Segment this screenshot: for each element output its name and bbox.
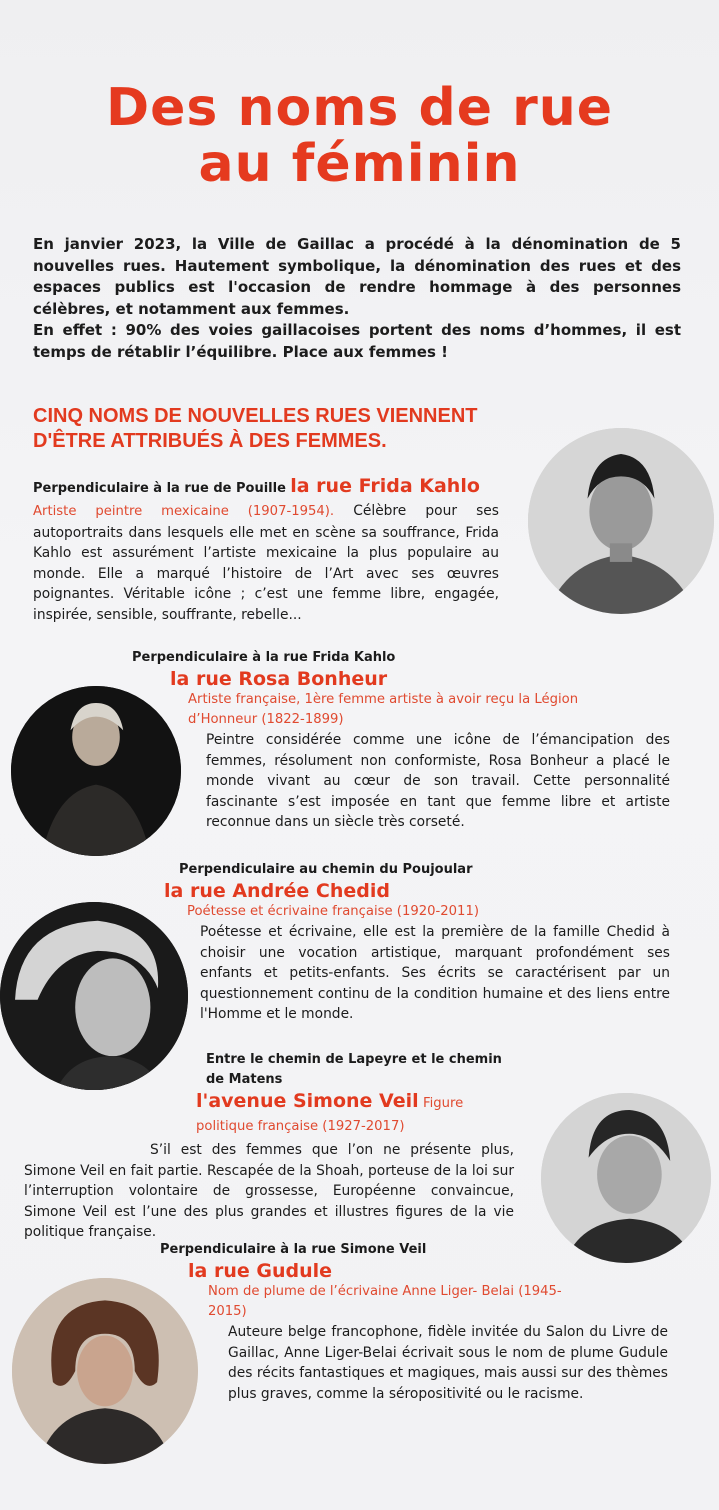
street-role: Poétesse et écrivaine française (1920-2011): [187, 904, 479, 919]
section-headline: [33, 404, 513, 454]
portrait-simone-veil: [541, 1093, 711, 1263]
street-name: la rue Rosa Bonheur: [170, 668, 388, 690]
page-title: [0, 80, 719, 192]
title-line-2: au féminin: [198, 134, 521, 194]
street-description-text: Célèbre pour ses autoportraits dans lesquels elle met en scène sa souffrance, Frida Kahlo est assurément l’artiste mexicaine la plus populaire au monde. Elle a marqué l’histoire de l’Art avec ses œuvres poignantes. Véritable icône ; c’est une femme libre, engagée, inspirée, sensible, souffrante, rebelle...: [33, 503, 499, 623]
street-description: [33, 501, 499, 625]
street-location: Perpendiculaire à la rue de Pouille: [33, 481, 286, 496]
street-location: Entre le chemin de Lapeyre et le chemin de Matens: [206, 1052, 502, 1087]
street-block-frida-kahlo: [33, 476, 499, 625]
street-role: Artiste française, 1ère femme artiste à avoir reçu la Légion d’Honneur (1822-1899): [188, 692, 579, 727]
street-description: S’il est des femmes que l’on ne présente plus, Simone Veil en fait partie. Rescapée de la Shoah, porteuse de la loi sur l’interruption volontaire de grossesse, Européenne convaincue, Simone Veil est l’une des plus grandes et illustres figures de la vie politique française.: [24, 1142, 514, 1240]
street-block-simone-veil: [24, 1050, 514, 1243]
street-role: Figure politique française (1927-2017): [196, 1096, 464, 1134]
street-description: Poétesse et écrivaine, elle est la première de la famille Chedid à choisir une vocation artistique, marquant profondément ses enfants et petits-enfants. Ses écrits se caractérisent par un questionnement continu de la condition humaine et des liens entre l'Homme et le monde.: [200, 924, 670, 1022]
intro-text: [33, 234, 681, 363]
street-description: Auteure belge francophone, fidèle invitée du Salon du Livre de Gaillac, Anne Liger-Belai écrivait sous le nom de plume Gudule des récits fantastiques et magiques, mais aussi sur des thèmes plus graves, comme la séropositivité ou le racisme.: [228, 1324, 668, 1402]
headline-line-1: CINQ NOMS DE NOUVELLES RUES VIENNENT: [33, 405, 478, 427]
street-block-rosa-bonheur: [132, 648, 672, 833]
street-name: l'avenue Simone Veil: [196, 1090, 419, 1112]
portrait-frida-kahlo: [528, 428, 714, 614]
street-location: Perpendiculaire à la rue Simone Veil: [160, 1242, 427, 1257]
street-name: la rue Andrée Chedid: [164, 880, 391, 902]
intro-paragraph-1: En janvier 2023, la Ville de Gaillac a procédé à la dénomination de 5 nouvelles rues. Hautement symbolique, la dénomination des rues et des espaces publics est l'occasion de rendre hommage à des personnes célèbres, et notamment aux femmes.: [33, 235, 681, 318]
street-role: Artiste peintre mexicaine (1907-1954).: [33, 504, 335, 519]
street-name: la rue Frida Kahlo: [290, 475, 480, 497]
headline-line-2: D'ÊTRE ATTRIBUÉS À DES FEMMES.: [33, 430, 387, 452]
street-description: Peintre considérée comme une icône de l’émancipation des femmes, résolument non conformiste, Rosa Bonheur a placé le monde vivant au cœur de son travail. Cette personnalité fascinante s’est imposée en tant que femme libre et artiste reconnue dans un siècle très corseté.: [206, 732, 670, 830]
title-line-1: Des noms de rue: [106, 78, 613, 138]
street-location: Perpendiculaire au chemin du Poujoular: [179, 862, 473, 877]
street-block-gudule: [160, 1240, 668, 1404]
street-name: la rue Gudule: [188, 1260, 332, 1282]
intro-paragraph-2: En effet : 90% des voies gaillacoises portent des noms d’hommes, il est temps de rétablir l’équilibre. Place aux femmes !: [33, 321, 681, 361]
street-block-andree-chedid: [164, 860, 670, 1025]
street-location: Perpendiculaire à la rue Frida Kahlo: [132, 650, 396, 665]
street-role: Nom de plume de l’écrivaine Anne Liger- Belai (1945-2015): [208, 1284, 562, 1319]
